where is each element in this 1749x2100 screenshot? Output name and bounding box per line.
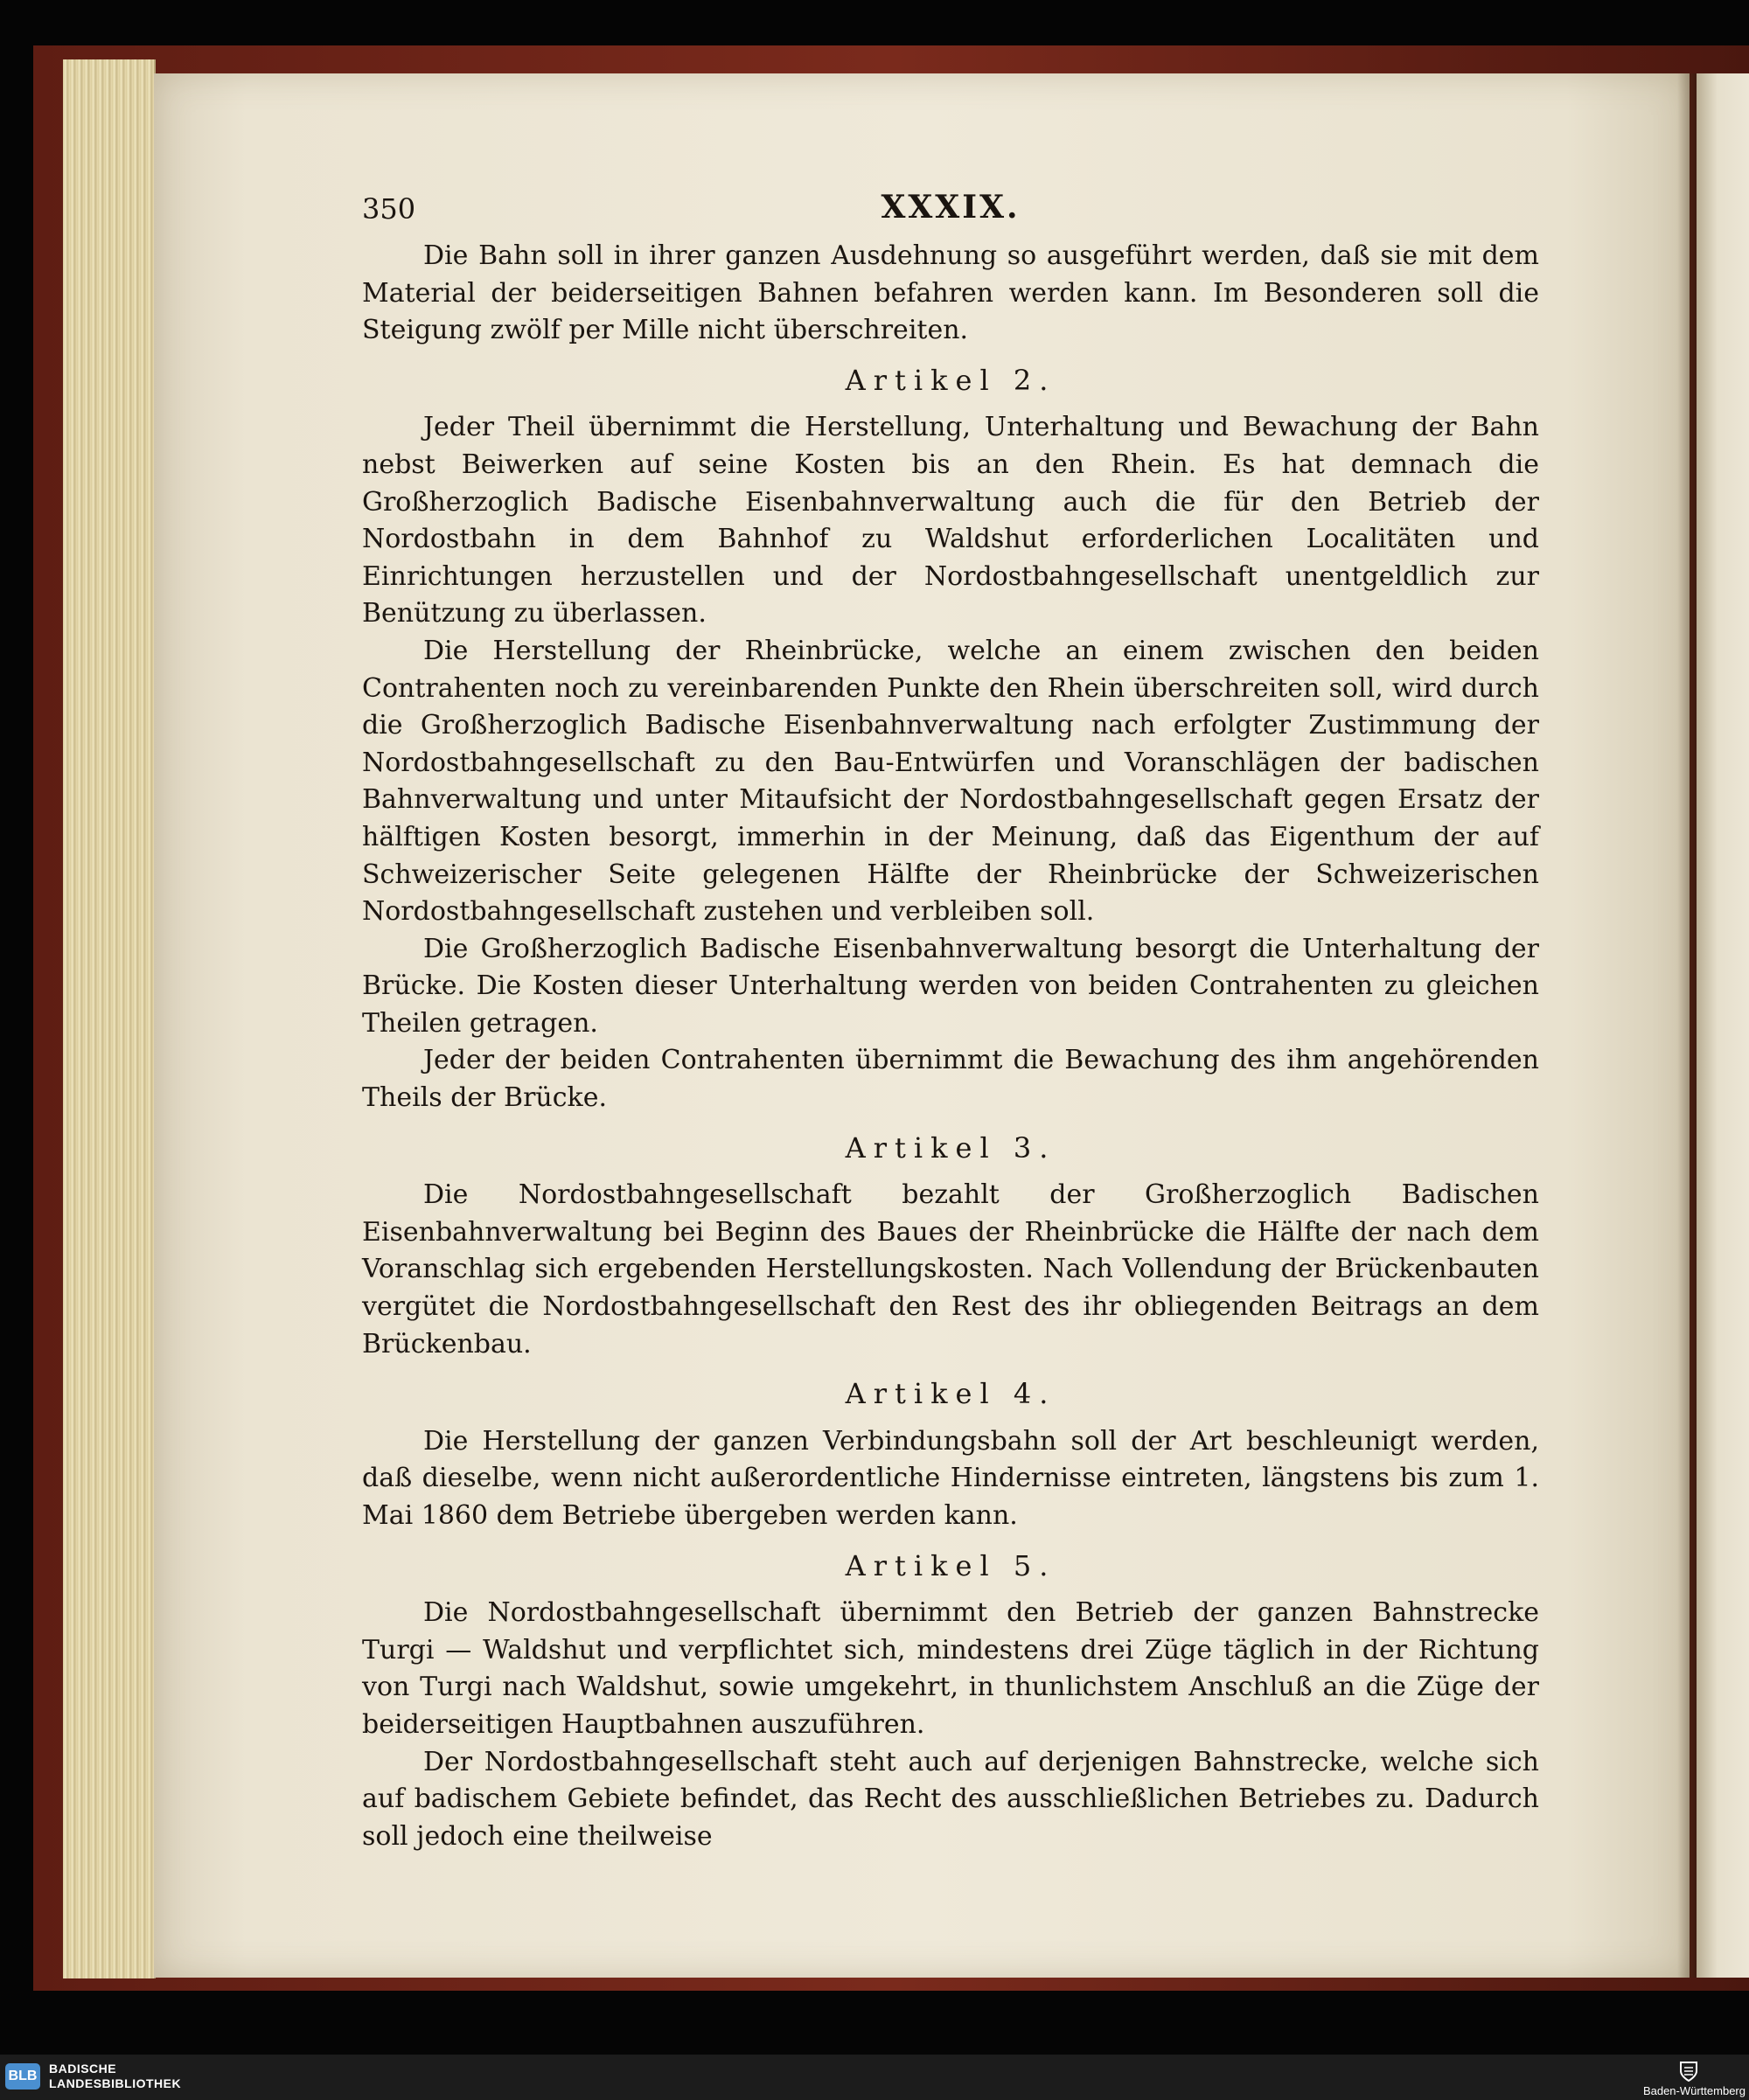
- heading-article-4: Artikel 4.: [845, 1377, 1056, 1411]
- paragraph-art5-2: Der Nordostbahngesellschaft steht auch auf derjenigen Bahnstrecke, welche sich auf badischem Gebiete befindet, das Recht des ausschließlichen Betriebes zu. Dadurch soll jedoch eine theilweise: [362, 1746, 1539, 1852]
- viewer-footer: [0, 2055, 1749, 2100]
- region-label: Baden-Württemberg: [1642, 2084, 1746, 2097]
- library-name-line-1: BADISCHE: [49, 2062, 117, 2076]
- page-header: [362, 189, 1539, 234]
- heading-article-2: Artikel 2.: [845, 363, 1056, 397]
- heading-article-3: Artikel 3.: [845, 1130, 1056, 1165]
- paragraph-art2-4: Jeder der beiden Contrahenten übernimmt die Bewachung des ihm angehörenden Theils der Brücke.: [362, 1045, 1539, 1114]
- page-edges: [63, 59, 156, 1978]
- facing-page-edge: [1697, 73, 1749, 1978]
- paragraph-art5-1: Die Nordostbahngesellschaft übernimmt den Betrieb der ganzen Bahnstrecke Turgi — Waldshut und verpflichtet sich, mindestens drei Züge täglich in der Richtung von Turgi nach Waldshut, sowie umgekehrt, in thunlichstem Anschluß an die Züge der beiderseitigen Hauptbahnen auszuführen.: [362, 1597, 1539, 1740]
- paragraph-art2-1: Jeder Theil übernimmt die Herstellung, Unterhaltung und Bewachung der Bahn nebst Beiwerken auf seine Kosten bis an den Rhein. Es hat demnach die Großherzoglich Badische Eisenbahnverwaltung auch die für den Betrieb der Nordostbahn in dem Bahnhof zu Waldshut erforderlichen Localitäten und Einrichtungen herzustellen und der Nordostbahngesellschaft unentgeldlich zur Benützung zu überlassen.: [362, 412, 1539, 629]
- paragraph-art4-1: Die Herstellung der ganzen Verbindungsbahn soll der Art beschleunigt werden, daß dieselbe, wenn nicht außerordentliche Hindernisse eintreten, längstens bis zum 1. Mai 1860 dem Betriebe übergeben werden kann.: [362, 1425, 1539, 1531]
- paragraph-art2-3: Die Großherzoglich Badische Eisenbahnverwaltung besorgt die Unterhaltung der Brücke. Die Kosten dieser Unterhaltung werden von beiden Contrahenten zu gleichen Theilen getragen.: [362, 933, 1539, 1039]
- paragraph-intro: Die Bahn soll in ihrer ganzen Ausdehnung so ausgeführt werden, daß sie mit dem Material der beiderseitigen Bahnen befahren werden kann. Im Besonderen soll die Steigung zwölf per Mille nicht überschreiten.: [362, 240, 1539, 346]
- coat-of-arms-icon: [1677, 2060, 1700, 2083]
- paragraph-art3-1: Die Nordostbahngesellschaft bezahlt der Großherzoglich Badischen Eisenbahnverwaltung bei Beginn des Baues der Rheinbrücke die Hälfte der nach dem Voranschlag sich ergebenden Herstellungskosten. Nach Vollendung der Brückenbauten vergütet die Nordostbahngesellschaft den Rest des ihr obliegenden Beitrags an dem Brückenbau.: [362, 1179, 1539, 1359]
- blb-logo[interactable]: BLB: [5, 2063, 40, 2090]
- library-name-line-2: LANDESBIBLIOTHEK: [49, 2076, 182, 2090]
- paragraph-art2-2: Die Herstellung der Rheinbrücke, welche an einem zwischen den beiden Contrahenten noch zu vereinbarenden Punkte den Rhein überschreiten soll, wird durch die Großherzoglich Badische Eisenbahnverwaltung nach erfolgter Zustimmung der Nordostbahngesellschaft zu den Bau-Entwürfen und Voranschlägen der badischen Bahnverwaltung und unter Mitaufsicht der Nordostbahngesellschaft gegen Ersatz der hälftigen Kosten besorgt, immerhin in der Meinung, daß das Eigenthum der auf Schweizerischer Seite gelegenen Hälfte der Rheinbrücke der Schweizerischen Nordostbahngesellschaft zustehen und verbleiben soll.: [362, 635, 1539, 928]
- section-number: XXXIX.: [881, 189, 1021, 226]
- page-text: [362, 189, 1539, 1855]
- page-number: 350: [362, 192, 416, 226]
- heading-article-5: Artikel 5.: [845, 1548, 1056, 1582]
- library-name[interactable]: [49, 2062, 181, 2091]
